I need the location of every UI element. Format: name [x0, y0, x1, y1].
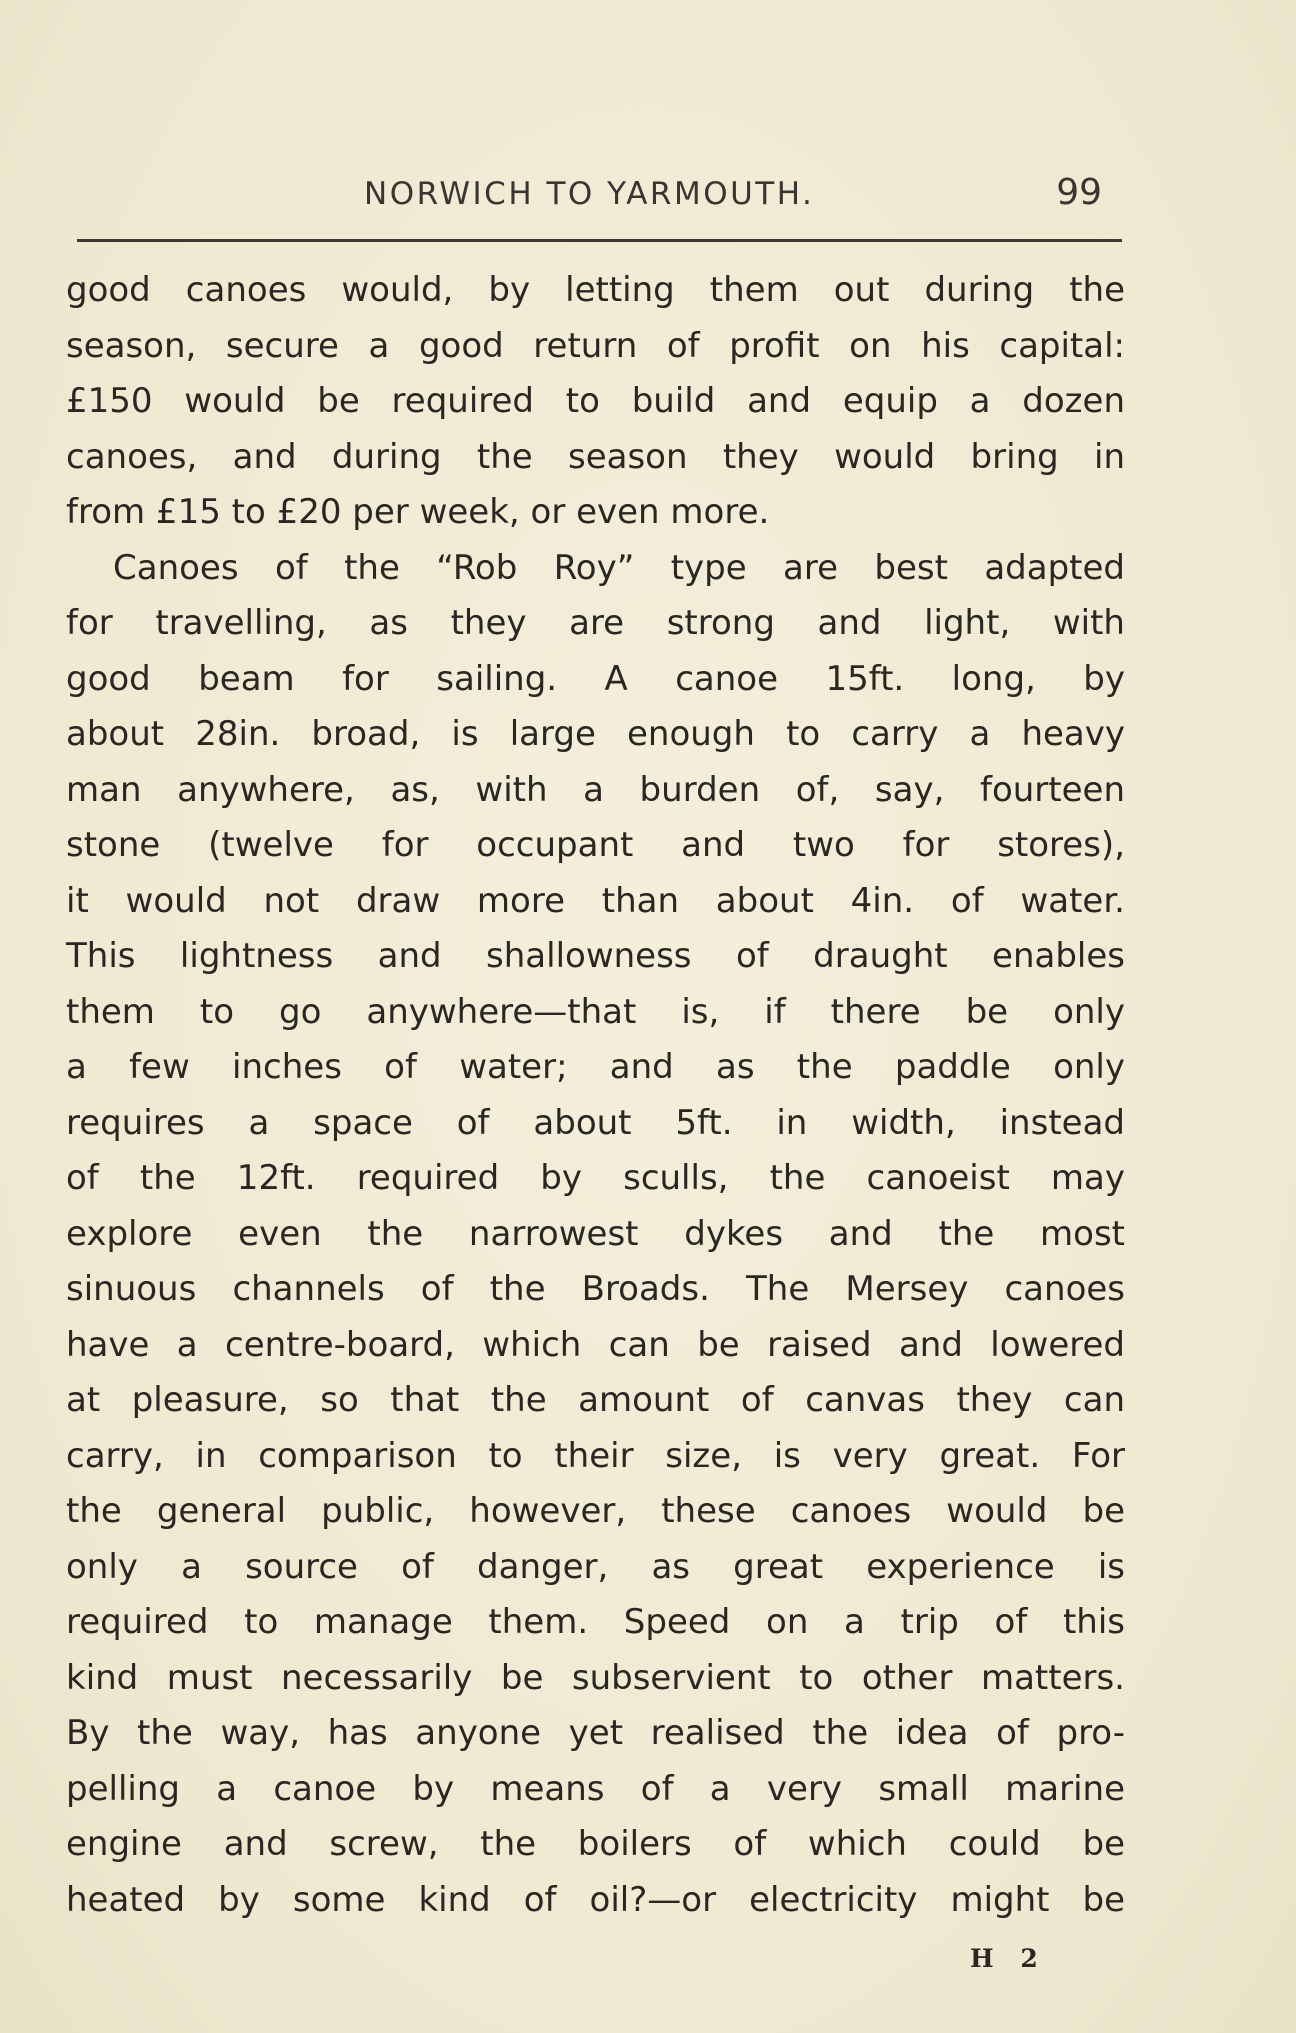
text-line: good beam for sailing. A canoe 15ft. long, by — [66, 658, 1125, 699]
text-line: Canoes of the “Rob Roy” type are best adapted — [113, 547, 1125, 588]
text-line: This lightness and shallowness of draught enables — [66, 936, 1125, 976]
text-line: a few inches of water; and as the paddle only — [66, 1047, 1125, 1087]
text-line: heated by some kind of oil?—or electricity might be — [66, 1879, 1125, 1920]
text-line: By the way, has anyone yet realised the idea of pro- — [66, 1713, 1125, 1753]
page-header — [77, 170, 1122, 230]
text-line: engine and screw, the boilers of which could be — [66, 1824, 1125, 1864]
text-line: have a centre-board, which can be raised and lowered — [66, 1324, 1125, 1365]
text-line: man anywhere, as, with a burden of, say, fourteen — [66, 769, 1125, 810]
page-number: 99 — [1056, 172, 1102, 213]
signature-mark: H 2 — [970, 1944, 1047, 1973]
text-line: pelling a canoe by means of a very small marine — [66, 1768, 1125, 1809]
text-line: them to go anywhere—that is, if there be only — [66, 991, 1125, 1032]
text-line: required to manage them. Speed on a trip of this — [66, 1602, 1125, 1642]
header-rule — [77, 239, 1122, 242]
text-line: at pleasure, so that the amount of canvas they can — [66, 1380, 1125, 1420]
text-line: about 28in. broad, is large enough to carry a heavy — [66, 714, 1125, 754]
text-line: kind must necessarily be subservient to other matters. — [66, 1657, 1125, 1698]
text-line: £150 would be required to build and equip a dozen — [66, 381, 1125, 421]
text-line: sinuous channels of the Broads. The Mersey canoes — [66, 1269, 1125, 1309]
text-line: of the 12ft. required by sculls, the canoeist may — [66, 1158, 1125, 1198]
text-line: season, secure a good return of profit on his capital: — [66, 325, 1125, 366]
running-title: NORWICH TO YARMOUTH. — [364, 176, 815, 212]
text-line: for travelling, as they are strong and light, with — [66, 603, 1125, 643]
text-line: only a source of danger, as great experience is — [66, 1546, 1125, 1587]
text-line: the general public, however, these canoes would be — [66, 1491, 1125, 1531]
text-line: carry, in comparison to their size, is very great. For — [66, 1435, 1125, 1476]
text-line: requires a space of about 5ft. in width, instead — [66, 1102, 1125, 1143]
text-line: from £15 to £20 per week, or even more. — [66, 492, 770, 532]
body-text — [66, 263, 1125, 1928]
text-line: explore even the narrowest dykes and the most — [66, 1213, 1125, 1254]
text-line: it would not draw more than about 4in. of water. — [66, 880, 1125, 921]
text-line: good canoes would, by letting them out during the — [66, 270, 1125, 310]
text-line: stone (twelve for occupant and two for stores), — [66, 825, 1125, 865]
text-line: canoes, and during the season they would bring in — [66, 436, 1125, 477]
